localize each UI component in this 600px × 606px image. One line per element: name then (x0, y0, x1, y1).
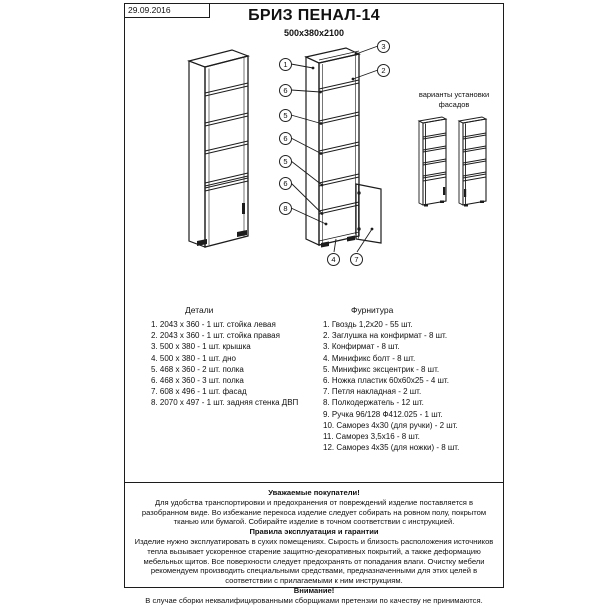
parts-item: 3. 500 x 380 - 1 шт. крышка (151, 342, 251, 352)
callout-part-1: 1 (279, 58, 292, 71)
hardware-item: 1. Гвоздь 1,2x20 - 55 шт. (323, 320, 413, 329)
parts-list-title: Детали (185, 305, 214, 315)
document-page (124, 3, 504, 605)
parts-item: 4. 500 x 380 - 1 шт. дно (151, 353, 236, 363)
callout-part-4: 4 (327, 253, 340, 266)
variant-cabinet-handle-left (458, 115, 488, 209)
callout-part-6a: 6 (279, 84, 292, 97)
hardware-list (323, 305, 503, 453)
hardware-list-title: Фурнитура (351, 305, 394, 315)
leader-dots (312, 53, 374, 231)
shelves (319, 80, 359, 214)
callout-part-6c: 6 (279, 177, 292, 190)
callout-part-7: 7 (350, 253, 363, 266)
hardware-item: 7. Петля накладная - 2 шт. (323, 387, 422, 397)
hardware-item: 10. Саморез 4x30 (для ручки) - 2 шт. (323, 420, 458, 430)
callout-part-3: 3 (377, 40, 390, 53)
hardware-item: 4. Минификс болт - 8 шт. (323, 353, 416, 363)
notice-paragraph-transport: Для удобства транспортировки и предохранения от повреждений изделие поставляется в разобранном виде. Во избежание перекоса изделие следует собирать на ровном полу, покрытом тканью или бумагой. Собирайте изделие в точном соответствии с инструкцией. (141, 497, 487, 527)
notice-heading-attention: Внимание! (293, 585, 335, 595)
customer-notice (125, 482, 503, 605)
callout-part-5b: 5 (279, 155, 292, 168)
callout-part-5a: 5 (279, 109, 292, 122)
door-handle (443, 187, 445, 195)
callout-part-2: 2 (377, 64, 390, 77)
notice-heading-rules: Правила эксплуатация и гарантии (249, 527, 379, 537)
hardware-item: 12. Саморез 4x35 (для ножки) - 8 шт. (323, 443, 460, 453)
door-handle (464, 189, 466, 197)
notice-heading-customers: Уважаемые покупатели! (268, 488, 360, 497)
parts-item: 2. 2043 x 360 - 1 шт. стойка правая (151, 331, 280, 341)
variant-cabinet-handle-right (418, 115, 448, 209)
hinge-dot (357, 227, 360, 230)
date-text: 29.09.2016 (128, 5, 171, 15)
parts-list (151, 305, 326, 409)
parts-item: 6. 468 x 360 - 3 шт. полка (151, 376, 244, 386)
hardware-item: 6. Ножка пластик 60x60x25 - 4 шт. (323, 376, 449, 386)
parts-item: 5. 468 x 360 - 2 шт. полка (151, 364, 244, 374)
assembled-cabinet-drawing (185, 45, 255, 251)
parts-item: 1. 2043 x 360 - 1 шт. стойка левая (151, 320, 276, 329)
hardware-item: 3. Конфирмат - 8 шт. (323, 342, 400, 352)
cabinet-body (189, 50, 248, 247)
callout-part-6b: 6 (279, 132, 292, 145)
hardware-item: 2. Заглушка на конфирмат - 8 шт. (323, 331, 448, 341)
notice-paragraph-care: Изделие нужно эксплуатировать в сухих помещениях. Сырость и близость расположения источников тепла вызывает ускоренное старение защитно-декоративных покрытий, а также деформацию мебельных щитов. Все поверхности следует предохранять от попадания влаги. Очистку мебели рекомендуем производить специальными средствами, предназначенными для этих целей в соответствии с прилагаемыми к ним инструкциям. (134, 536, 494, 586)
hardware-item: 11. Саморез 3,5x16 - 8 шт. (323, 432, 420, 442)
parts-item: 7. 608 x 496 - 1 шт. фасад (151, 387, 247, 397)
hardware-item: 8. Полкодержатель - 12 шт. (323, 398, 424, 408)
door-handle (242, 203, 245, 214)
variants-label-line1: варианты установки (418, 90, 490, 99)
cabinet-feet (321, 236, 355, 248)
page-title: БРИЗ ПЕНАЛ-14 (248, 7, 380, 24)
cabinet-door (205, 178, 248, 214)
notice-paragraph-claims: В случае сборки неквалифицированными сборщиками претензии по качеству не принимаются. (145, 595, 483, 605)
variants-label-line2: фасадов (438, 100, 470, 109)
leader-lines (291, 46, 378, 252)
hardware-item: 5. Минификс эксцентрик - 8 шт. (323, 364, 440, 374)
parts-item: 8. 2070 x 497 - 1 шт. задняя стенка ДВП (151, 398, 299, 408)
hinge-dot (357, 191, 360, 194)
hardware-item: 9. Ручка 96/128 Ф412.025 - 1 шт. (323, 409, 443, 419)
product-dimensions: 500x380x2100 (283, 28, 345, 38)
shelves (205, 83, 248, 186)
callout-part-8: 8 (279, 202, 292, 215)
variants-label (395, 90, 513, 110)
